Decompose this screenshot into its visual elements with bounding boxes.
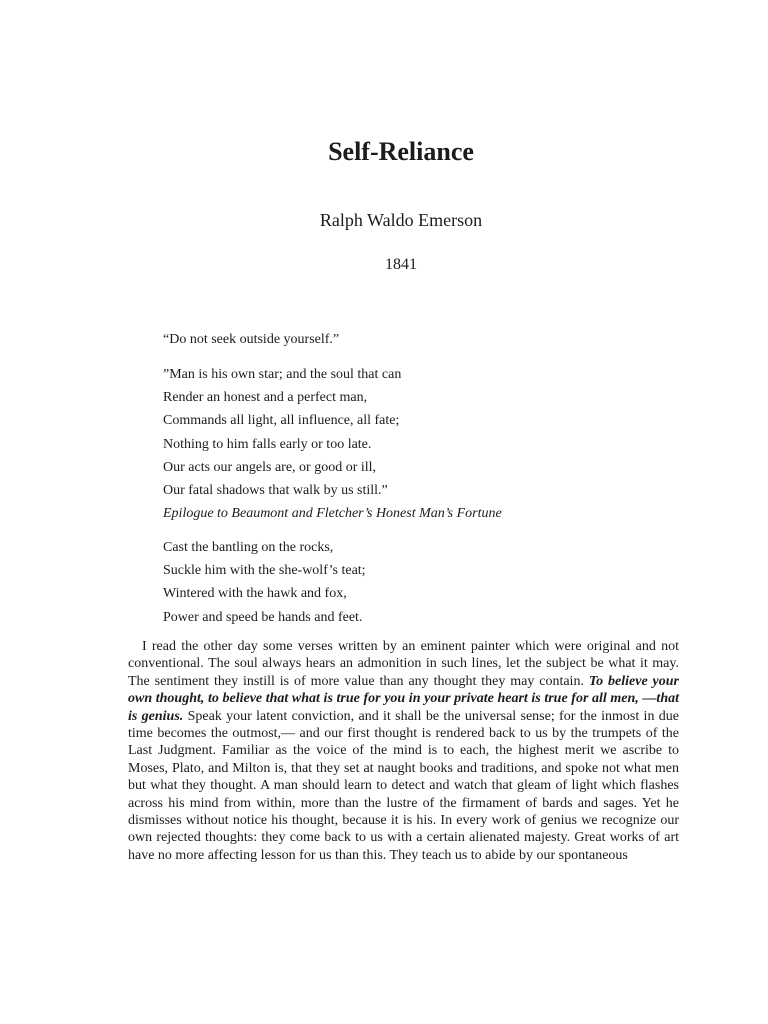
- verse-line: Power and speed be hands and feet.: [163, 609, 363, 625]
- document-title: Self-Reliance: [328, 137, 474, 166]
- verse-line: ”Man is his own star; and the soul that can: [163, 367, 402, 382]
- epigraph-verse-1: [163, 363, 502, 525]
- epigraph-attribution: Epilogue to Beaumont and Fletcher’s Honest Man’s Fortune: [163, 506, 502, 522]
- document-year: 1841: [385, 256, 417, 273]
- document-author: Ralph Waldo Emerson: [319, 210, 483, 230]
- verse-line: Cast the bantling on the rocks,: [163, 540, 334, 555]
- verse-line: Render an honest and a perfect man,: [163, 390, 368, 406]
- verse-line: Commands all light, all influence, all fate;: [163, 413, 400, 429]
- epigraph-verse-2: [163, 536, 366, 629]
- body-text-segment: Speak your latent conviction, and it shall be the universal sense; for the inmost in due time becomes the outmost,— and our first thought is rendered back to us by the trumpets of the Last Judgment. Familiar as the voice of the mind is to each, the highest merit we ascribe to Moses, Plato, and Milton is, that they set at naught books and traditions, and spoke not what men but what they thought. A man should learn to detect and watch that gleam of light which flashes across his mind from within, more than the lustre of the firmament of bards and sages. Yet he dismisses without notice his thought, because it is his. In every work of genius we recognize our own rejected thoughts: they come back to us with a certain alienated majesty. Great works of art have no more affecting lesson for us than this. They teach us to abide by our spontaneous: [128, 708, 679, 863]
- epigraph-motto: “Do not seek outside yourself.”: [163, 332, 340, 347]
- verse-line: Wintered with the hawk and fox,: [163, 586, 347, 602]
- verse-line: Nothing to him falls early or too late.: [163, 436, 372, 452]
- verse-line: Suckle him with the she-wolf’s teat;: [163, 563, 366, 579]
- body-paragraph: [128, 638, 679, 864]
- body-text-segment: I read the other day some verses written by an eminent painter which were original and not conventional. The soul always hears an admonition in such lines, let the subject be what it may. The sentiment they instill is of more value than any thought they may contain.: [128, 639, 679, 689]
- verse-line: Our acts our angels are, or good or ill,: [163, 459, 377, 475]
- body-emphasis: To believe your own thought, to believe that what is true for you in your private heart is true for all men, —that is genius.: [128, 673, 680, 724]
- verse-line: Our fatal shadows that walk by us still.”: [163, 482, 388, 498]
